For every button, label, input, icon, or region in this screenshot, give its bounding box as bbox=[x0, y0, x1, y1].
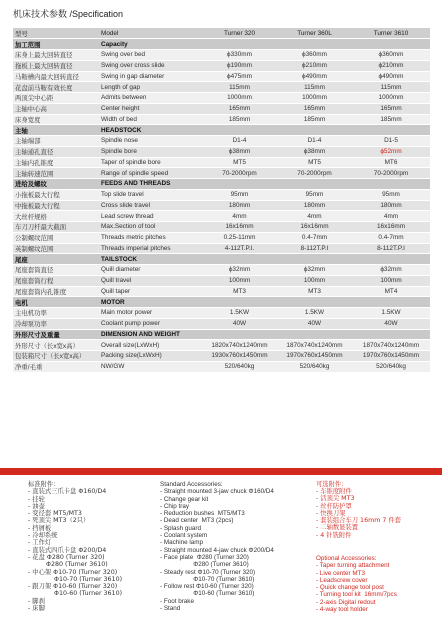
accessory-item-en: Standard Accessories: bbox=[160, 481, 223, 488]
cell-turner-3610: 180mm bbox=[352, 200, 430, 211]
cell-turner-3610: 70-2000rpm bbox=[352, 168, 430, 179]
cell-label-en: Swing in gap diameter bbox=[99, 71, 202, 82]
cell-turner-3610: 520/640kg bbox=[352, 361, 430, 372]
accessory-item-en: - Dead center MT3 (2pcs) bbox=[160, 517, 234, 525]
cell-turner-360l: ϕ32mm bbox=[277, 265, 352, 276]
table-row bbox=[13, 200, 430, 211]
cell-turner-320 bbox=[202, 39, 277, 50]
cell-turner-360l: ϕ38mm bbox=[277, 146, 352, 157]
section-header-row bbox=[13, 39, 430, 50]
cell-turner-320 bbox=[202, 329, 277, 340]
cell-turner-360l: MT5 bbox=[277, 157, 352, 168]
cell-turner-360l: ϕ210mm bbox=[277, 60, 352, 71]
standard-accessories-cn bbox=[28, 481, 122, 612]
accessory-item-en: Φ10-70 (Turner 3610) bbox=[160, 575, 255, 583]
cell-turner-3610 bbox=[352, 254, 430, 265]
cell-label-cn: 中拖板最大行程 bbox=[13, 200, 99, 211]
cell-turner-360l: 1.5KW bbox=[277, 308, 352, 319]
cell-label-cn: 加工范围 bbox=[13, 39, 99, 50]
cell-turner-360l: 1870x740x1240mm bbox=[277, 340, 352, 351]
cell-label-cn: 拖板上最大回转直径 bbox=[13, 60, 99, 71]
optional-item-cn: - 4 针铣附件 bbox=[316, 531, 352, 539]
section-header-row bbox=[13, 254, 430, 265]
cell-label-en: Quill diameter bbox=[99, 265, 202, 276]
accessory-item-en: - Foot brake bbox=[160, 597, 194, 605]
cell-label-cn: 公制螺纹范围 bbox=[13, 232, 99, 243]
table-row bbox=[13, 189, 430, 200]
accessory-item-en: Φ280 (Turner 3610) bbox=[160, 561, 249, 569]
cell-turner-320 bbox=[202, 297, 277, 308]
accessory-item-cn: - 工作灯 bbox=[28, 539, 52, 547]
cell-label-en: Length of gap bbox=[99, 82, 202, 93]
accessory-item-en: - Coolant system bbox=[160, 532, 208, 540]
cell-turner-360l bbox=[277, 329, 352, 340]
section-header-row bbox=[13, 179, 430, 190]
optional-item-en: - 2-axis Digital redout bbox=[316, 598, 376, 606]
cell-label-en: Spindle bore bbox=[99, 146, 202, 157]
cell-turner-360l: 70-2000rpm bbox=[277, 168, 352, 179]
table-row bbox=[13, 136, 430, 147]
optional-item-cn: - 车锥度附件 bbox=[316, 488, 352, 495]
accessory-item-cn: Φ10-70 (Turner 3610) bbox=[28, 575, 123, 583]
table-row bbox=[13, 103, 430, 114]
accessory-item-cn: - 油壶 bbox=[28, 502, 45, 510]
cell-turner-320: 185mm bbox=[202, 114, 277, 125]
cell-turner-320 bbox=[202, 179, 277, 190]
optional-item-en: - Turning tool kit 16mm/7pcs bbox=[316, 591, 397, 599]
optional-accessories-cn bbox=[316, 488, 401, 539]
cell-turner-360l bbox=[277, 39, 352, 50]
cell-turner-3610: 40W bbox=[352, 318, 430, 329]
cell-turner-360l: 1000mm bbox=[277, 93, 352, 104]
cell-turner-3610 bbox=[352, 179, 430, 190]
cell-turner-3610: 16x16mm bbox=[352, 222, 430, 233]
cell-turner-360l bbox=[277, 179, 352, 190]
cell-turner-320: 1000mm bbox=[202, 93, 277, 104]
table-row bbox=[13, 114, 430, 125]
cell-label-en: Cross slide travel bbox=[99, 200, 202, 211]
cell-label-en: FEEDS AND THREADS bbox=[99, 179, 202, 190]
accessory-item-cn: - 挂轮 bbox=[28, 495, 45, 503]
table-row bbox=[13, 211, 430, 222]
table-row bbox=[13, 361, 430, 372]
cell-label-cn: 主轴内孔锥度 bbox=[13, 157, 99, 168]
optional-item-cn: - 二轴数显装置 bbox=[316, 524, 359, 532]
accessory-item-en: - Reduction bushes MT5/MT3 bbox=[160, 510, 245, 518]
accessory-item-cn: Φ10-60 (Turner 3610) bbox=[28, 590, 123, 598]
cell-turner-3610: ϕ32mm bbox=[352, 265, 430, 276]
cell-label-en: Width of bed bbox=[99, 114, 202, 125]
accessory-item-cn: - 跟刀架 Φ10-60 (Turner 320) bbox=[28, 583, 118, 591]
section-header-row bbox=[13, 297, 430, 308]
cell-turner-3610: 0.4-7mm bbox=[352, 232, 430, 243]
cell-label-en: Threads imperial pitches bbox=[99, 243, 202, 254]
cell-turner-320: 100mm bbox=[202, 275, 277, 286]
cell-turner-320: 40W bbox=[202, 318, 277, 329]
cell-label-en: Center height bbox=[99, 103, 202, 114]
header-cell-model-cn: 型号 bbox=[13, 28, 99, 39]
table-row bbox=[13, 222, 430, 233]
cell-turner-320: 1930x760x1450mm bbox=[202, 351, 277, 362]
optional-item-cn: - 丝杆防护罩 bbox=[316, 502, 352, 510]
cell-turner-360l: 16x16mm bbox=[277, 222, 352, 233]
cell-label-en: Overall size(LxWxH) bbox=[99, 340, 202, 351]
cell-label-cn: 主轴 bbox=[13, 125, 99, 136]
cell-label-cn: 主轴通孔直径 bbox=[13, 146, 99, 157]
table-row bbox=[13, 243, 430, 254]
cell-label-en: TAILSTOCK bbox=[99, 254, 202, 265]
cell-label-cn: 小拖板最大行程 bbox=[13, 189, 99, 200]
cell-turner-3610: 165mm bbox=[352, 103, 430, 114]
cell-turner-3610: 1.5KW bbox=[352, 308, 430, 319]
cell-turner-3610 bbox=[352, 329, 430, 340]
cell-label-cn: 两顶尖中心距 bbox=[13, 93, 99, 104]
optional-item-cn: - 快换刀架 bbox=[316, 509, 346, 517]
optional-item-en: - 4-way tool holder bbox=[316, 606, 368, 614]
optional-item-en: Optional Accessories: bbox=[316, 555, 377, 562]
cell-label-en: Threads metric pitches bbox=[99, 232, 202, 243]
cell-turner-320: 115mm bbox=[202, 82, 277, 93]
page-title: 机床技术参数 /Specification bbox=[13, 9, 124, 19]
cell-label-en: HEADSTOCK bbox=[99, 125, 202, 136]
cell-label-en: MOTOR bbox=[99, 297, 202, 308]
optional-accessories-cn-title: 可选附件： bbox=[316, 481, 348, 488]
cell-turner-360l bbox=[277, 125, 352, 136]
cell-turner-360l: MT3 bbox=[277, 286, 352, 297]
cell-turner-3610: MT4 bbox=[352, 286, 430, 297]
cell-label-en: Packing size(LxWxH) bbox=[99, 351, 202, 362]
cell-label-en: Range of spindle speed bbox=[99, 168, 202, 179]
accessory-item-en: - Chip tray bbox=[160, 502, 190, 510]
accessory-item-en: - Machine lamp bbox=[160, 539, 204, 547]
cell-turner-360l: 0.4-7mm bbox=[277, 232, 352, 243]
cell-turner-3610: 4mm bbox=[352, 211, 430, 222]
cell-turner-3610 bbox=[352, 297, 430, 308]
cell-label-cn: 净重/毛重 bbox=[13, 361, 99, 372]
cell-turner-360l: 165mm bbox=[277, 103, 352, 114]
cell-turner-320: ϕ32mm bbox=[202, 265, 277, 276]
cell-turner-360l: 4mm bbox=[277, 211, 352, 222]
table-row bbox=[13, 265, 430, 276]
cell-turner-360l: ϕ360mm bbox=[277, 50, 352, 61]
cell-turner-320 bbox=[202, 254, 277, 265]
accessory-item-en: - Face plate Φ280 (Turner 320) bbox=[160, 553, 249, 561]
cell-turner-320: 520/640kg bbox=[202, 361, 277, 372]
cell-turner-320: ϕ330mm bbox=[202, 50, 277, 61]
cell-turner-320: 1820x740x1240mm bbox=[202, 340, 277, 351]
cell-turner-3610: 1000mm bbox=[352, 93, 430, 104]
cell-turner-3610: 1970x760x1450mm bbox=[352, 351, 430, 362]
cell-label-en: Coolant pump power bbox=[99, 318, 202, 329]
cell-turner-3610: ϕ52mm bbox=[352, 146, 430, 157]
cell-label-en: Max.Section of tool bbox=[99, 222, 202, 233]
cell-label-cn: 尾座套筒直径 bbox=[13, 265, 99, 276]
accessory-item-cn: - 死顶尖 MT3（2只） bbox=[28, 517, 90, 525]
cell-turner-360l: ϕ490mm bbox=[277, 71, 352, 82]
cell-label-en: Admits between bbox=[99, 93, 202, 104]
cell-label-en: Main motor power bbox=[99, 308, 202, 319]
cell-turner-3610: ϕ360mm bbox=[352, 50, 430, 61]
section-header-row bbox=[13, 125, 430, 136]
table-row bbox=[13, 275, 430, 286]
cell-label-en: Swing over cross slide bbox=[99, 60, 202, 71]
cell-label-cn: 床身宽度 bbox=[13, 114, 99, 125]
cell-turner-3610: MT6 bbox=[352, 157, 430, 168]
header-cell-model-en: Model bbox=[99, 28, 202, 39]
cell-turner-360l: 185mm bbox=[277, 114, 352, 125]
accessory-item-en: - Stand bbox=[160, 605, 181, 613]
table-row bbox=[13, 146, 430, 157]
accessory-item-cn: - 挡屑板 bbox=[28, 524, 52, 532]
optional-item-cn: - 套装组合车刀 16mm 7 件套 bbox=[316, 517, 401, 525]
optional-accessories-en bbox=[316, 555, 397, 613]
optional-item-en: - Quick change tool post bbox=[316, 584, 384, 592]
cell-turner-320: D1-4 bbox=[202, 136, 277, 147]
accessory-item-cn: - 直装式三爪卡盘 Φ160/D4 bbox=[28, 488, 107, 496]
accessory-item-en: - Follow rest Φ10-60 (Turner 320) bbox=[160, 583, 254, 591]
cell-label-en: Capacity bbox=[99, 39, 202, 50]
table-row bbox=[13, 82, 430, 93]
cell-label-en: Lead screw thread bbox=[99, 211, 202, 222]
cell-label-cn: 包装箱尺寸（长x宽x高） bbox=[13, 351, 99, 362]
accessory-item-en: - Change gear kit bbox=[160, 495, 209, 503]
accessory-item-en: - Straight mounted 3-jaw chuck Φ160/D4 bbox=[160, 488, 274, 496]
cell-label-cn: 主轴转速范围 bbox=[13, 168, 99, 179]
cell-label-en: Quill travel bbox=[99, 275, 202, 286]
cell-label-cn: 主轴中心高 bbox=[13, 103, 99, 114]
cell-label-cn: 冷却泵功率 bbox=[13, 318, 99, 329]
cell-label-en: Top slide travel bbox=[99, 189, 202, 200]
accessory-item-cn: - 变径套 MT5/MT3 bbox=[28, 510, 82, 518]
cell-turner-360l: 180mm bbox=[277, 200, 352, 211]
cell-label-cn: 尾座 bbox=[13, 254, 99, 265]
cell-turner-320: 165mm bbox=[202, 103, 277, 114]
accessory-item-cn: - 脚刹 bbox=[28, 597, 45, 605]
cell-turner-320: 95mm bbox=[202, 189, 277, 200]
cell-turner-360l: 8-112T.P.I bbox=[277, 243, 352, 254]
cell-turner-320: ϕ38mm bbox=[202, 146, 277, 157]
cell-turner-320: MT3 bbox=[202, 286, 277, 297]
cell-turner-360l: 100mm bbox=[277, 275, 352, 286]
cell-turner-3610: 1870x740x1240mm bbox=[352, 340, 430, 351]
cell-turner-320: 4-112T.P.I. bbox=[202, 243, 277, 254]
cell-turner-3610: ϕ490mm bbox=[352, 71, 430, 82]
accessory-item-en: - Splash guard bbox=[160, 524, 201, 532]
accessory-item-en: - Straight mounted 4-jaw chuck Φ200/D4 bbox=[160, 546, 274, 554]
header-cell-turner-360l: Turner 360L bbox=[277, 28, 352, 39]
cell-turner-320: 0.25-11mm bbox=[202, 232, 277, 243]
cell-label-cn: 主轴端部 bbox=[13, 136, 99, 147]
table-row bbox=[13, 50, 430, 61]
cell-label-en: Spindle nose bbox=[99, 136, 202, 147]
table-row bbox=[13, 318, 430, 329]
cell-turner-3610 bbox=[352, 39, 430, 50]
cell-turner-3610: D1-5 bbox=[352, 136, 430, 147]
cell-turner-320: 4mm bbox=[202, 211, 277, 222]
cell-turner-360l: 40W bbox=[277, 318, 352, 329]
optional-item-cn: - 活顶尖 MT3 bbox=[316, 495, 355, 503]
accessory-item-cn: - 花盘 Φ280 (Turner 320) bbox=[28, 553, 105, 561]
table-header-row bbox=[13, 28, 430, 39]
cell-label-cn: 进给及螺纹 bbox=[13, 179, 99, 190]
table-row bbox=[13, 286, 430, 297]
header-cell-turner-320: Turner 320 bbox=[202, 28, 277, 39]
optional-item-en: - Live center MT3 bbox=[316, 569, 365, 577]
cell-label-en: Taper of spindle bore bbox=[99, 157, 202, 168]
table-row bbox=[13, 340, 430, 351]
cell-label-cn: 英制螺纹范围 bbox=[13, 243, 99, 254]
cell-turner-360l: 115mm bbox=[277, 82, 352, 93]
cell-label-en: DIMENSION AND WEIGHT bbox=[99, 329, 202, 340]
cell-turner-3610: ϕ210mm bbox=[352, 60, 430, 71]
section-header-row bbox=[13, 329, 430, 340]
table-row bbox=[13, 60, 430, 71]
cell-turner-360l bbox=[277, 254, 352, 265]
cell-label-cn: 电机 bbox=[13, 297, 99, 308]
cell-turner-360l: D1-4 bbox=[277, 136, 352, 147]
cell-label-en: Swing over bed bbox=[99, 50, 202, 61]
header-cell-turner-3610: Turner 3610 bbox=[352, 28, 430, 39]
cell-turner-360l: 520/640kg bbox=[277, 361, 352, 372]
cell-label-cn: 外形尺寸及重量 bbox=[13, 329, 99, 340]
optional-item-en: - Leadscrew cover bbox=[316, 576, 368, 584]
cell-label-en: Quill taper bbox=[99, 286, 202, 297]
accessory-item-en: - Steady rest Φ10-70 (Turner 320) bbox=[160, 568, 256, 576]
accessory-item-cn: - 冷却系统 bbox=[28, 532, 58, 540]
cell-label-cn: 马鞍槽内最大回转直径 bbox=[13, 71, 99, 82]
cell-label-cn: 花盘前马鞍有效长度 bbox=[13, 82, 99, 93]
cell-label-cn: 床身上最大回转直径 bbox=[13, 50, 99, 61]
accessory-item-cn: 标准附件： bbox=[28, 481, 60, 488]
cell-label-cn: 尾座套筒内孔锥度 bbox=[13, 286, 99, 297]
accessory-item-cn: Φ280 (Turner 3610) bbox=[28, 561, 108, 569]
cell-turner-3610: 185mm bbox=[352, 114, 430, 125]
cell-turner-3610: 100mm bbox=[352, 275, 430, 286]
cell-label-cn: 车刀刀杆最大截面 bbox=[13, 222, 99, 233]
specification-table bbox=[13, 28, 430, 373]
cell-turner-320: 70-2000rpm bbox=[202, 168, 277, 179]
cell-turner-320: MT5 bbox=[202, 157, 277, 168]
accessory-item-cn: - 中心架 Φ10-70 (Turner 320) bbox=[28, 568, 118, 576]
cell-label-cn: 主电机功率 bbox=[13, 308, 99, 319]
table-row bbox=[13, 351, 430, 362]
cell-label-cn: 大丝杆规格 bbox=[13, 211, 99, 222]
accessory-item-en: Φ10-60 (Turner 3610) bbox=[160, 590, 255, 598]
table-row bbox=[13, 71, 430, 82]
table-row bbox=[13, 93, 430, 104]
accent-divider-bar bbox=[0, 468, 442, 475]
cell-turner-3610: 8-112T.P.I bbox=[352, 243, 430, 254]
cell-turner-320: 1.5KW bbox=[202, 308, 277, 319]
cell-label-en: NW/GW bbox=[99, 361, 202, 372]
standard-accessories-en bbox=[160, 481, 274, 612]
cell-turner-3610: 95mm bbox=[352, 189, 430, 200]
accessory-item-cn: - 直装式四爪卡盘 Φ200/D4 bbox=[28, 546, 107, 554]
cell-turner-360l: 1970x760x1450mm bbox=[277, 351, 352, 362]
cell-turner-320: 180mm bbox=[202, 200, 277, 211]
cell-turner-320: 16x16mm bbox=[202, 222, 277, 233]
table-row bbox=[13, 157, 430, 168]
cell-label-cn: 尾座套筒行程 bbox=[13, 275, 99, 286]
cell-turner-320: ϕ475mm bbox=[202, 71, 277, 82]
table-row bbox=[13, 308, 430, 319]
cell-turner-320: ϕ190mm bbox=[202, 60, 277, 71]
cell-turner-360l: 95mm bbox=[277, 189, 352, 200]
cell-turner-3610: 115mm bbox=[352, 82, 430, 93]
table-row bbox=[13, 232, 430, 243]
cell-turner-360l bbox=[277, 297, 352, 308]
cell-label-cn: 外形尺寸（长x宽x高） bbox=[13, 340, 99, 351]
accessory-item-cn: - 床脚 bbox=[28, 605, 45, 613]
cell-turner-3610 bbox=[352, 125, 430, 136]
optional-item-en: - Taper turning attachment bbox=[316, 562, 390, 570]
cell-turner-320 bbox=[202, 125, 277, 136]
table-row bbox=[13, 168, 430, 179]
